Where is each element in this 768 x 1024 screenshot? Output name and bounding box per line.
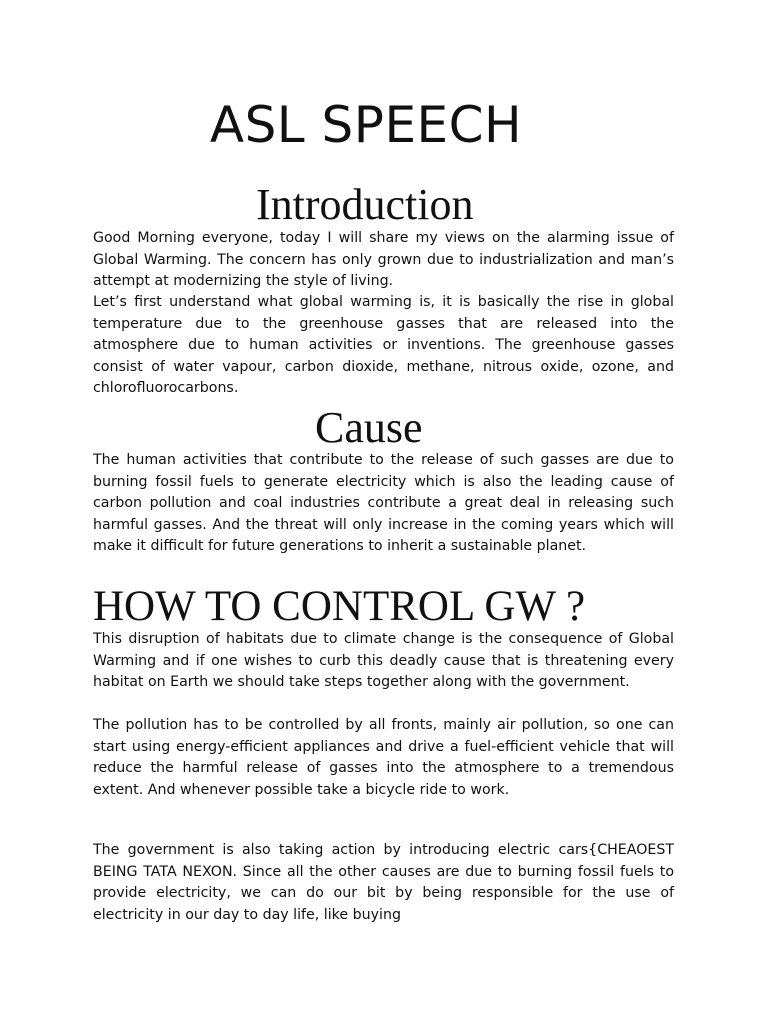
paragraph-introduction-2: Let’s first understand what global warming is, it is basically the rise in global temperature due to the greenhouse gasses that are released into the atmosphere due to human activities or inventions. The greenhouse gasses consist of water vapour, carbon dioxide, methane, nitrous oxide, ozone, and chlorofluorocarbons. bbox=[93, 294, 674, 396]
paragraph-control-2: The pollution has to be controlled by all fronts, mainly air pollution, so one can start using energy-efficient appliances and drive a fuel-efficient vehicle that will reduce the harmful release of gasses into the atmosphere to a tremendous extent. And whenever possible take a bicycle ride to work. bbox=[93, 717, 674, 798]
document-title: ASL SPEECH bbox=[209, 96, 523, 154]
paragraph-introduction-1: Good Morning everyone, today I will share my views on the alarming issue of Global Warming. The concern has only grown due to industrialization and man’s attempt at modernizing the style of living. bbox=[93, 230, 674, 289]
paragraph-cause-1: The human activities that contribute to the release of such gasses are due to burning fossil fuels to generate electricity which is also the leading cause of carbon pollution and coal industries contribute a great deal in releasing such harmful gasses. And the threat will only increase in the coming years which will make it difficult for future generations to inherit a sustainable planet. bbox=[93, 452, 674, 554]
section-heading-introduction: Introduction bbox=[256, 180, 474, 229]
section-heading-cause: Cause bbox=[315, 403, 423, 452]
paragraph-control-1: This disruption of habitats due to climate change is the consequence of Global Warming and if one wishes to curb this deadly cause that is threatening every habitat on Earth we should take steps together along with the government. bbox=[93, 631, 674, 690]
paragraph-control-3: The government is also taking action by introducing electric cars{CHEAOEST BEING TATA NEXON. Since all the other causes are due to burning fossil fuels to provide electricity, we can do our bit by being responsible for the use of electricity in our day to day life, like buying bbox=[93, 842, 674, 923]
section-heading-how-to-control: HOW TO CONTROL GW ? bbox=[93, 583, 586, 630]
